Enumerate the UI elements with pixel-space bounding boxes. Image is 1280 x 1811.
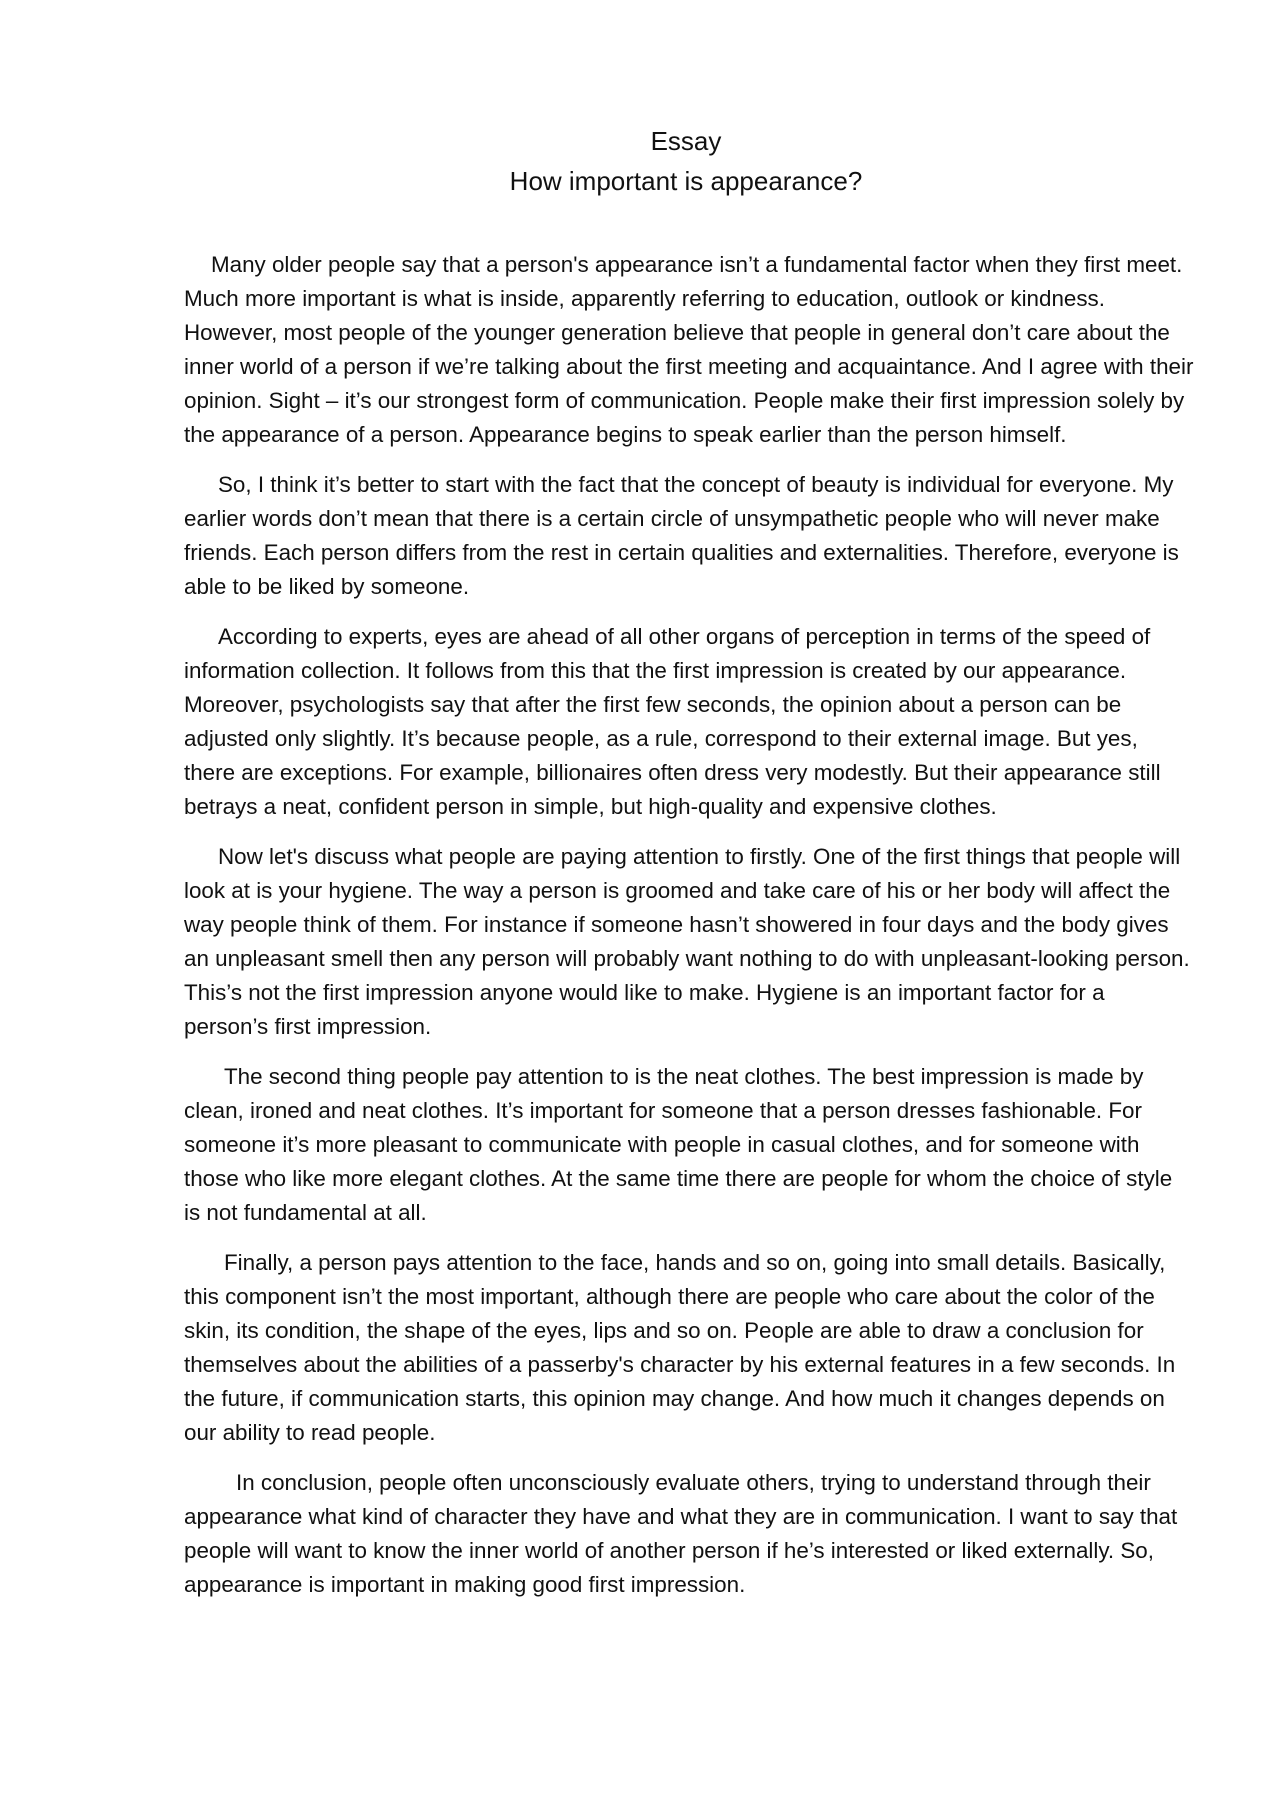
paragraph-1: Many older people say that a person's appearance isn’t a fundamental factor when they first meet. Much more important is what is inside, apparently referring to education, outlook or kindness. However, most people of the younger generation believe that people in general don’t care about the inner world of a person if we’re talking about the first meeting and acquaintance. And I agree with their opinion. Sight – it’s our strongest form of communication. People make their first impression solely by the appearance of a person. Appearance begins to speak earlier than the person himself. [184,252,1194,447]
paragraph-6: Finally, a person pays attention to the face, hands and so on, going into small details. Basically, this component isn’t the most important, although there are people who care about the color of the skin, its condition, the shape of the eyes, lips and so on. People are able to draw a conclusion for themselves about the abilities of a passerby's character by his external features in a few seconds. In the future, if communication starts, this opinion may change. And how much it changes depends on our ability to read people. [184,1250,1176,1445]
paragraph-7: In conclusion, people often unconsciously evaluate others, trying to understand through their appearance what kind of character they have and what they are in communication. I want to say that people will want to know the inner world of another person if he’s interested or liked externally. So, appearance is important in making good first impression. [184,1470,1178,1597]
essay-body [184,248,1194,1618]
document-subtitle: How important is appearance? [509,166,863,196]
paragraph-5: The second thing people pay attention to is the neat clothes. The best impression is made by clean, ironed and neat clothes. It’s important for someone that a person dresses fashionable. For someone it’s more pleasant to communicate with people in casual clothes, and for someone with those who like more elegant clothes. At the same time there are people for whom the choice of style is not fundamental at all. [184,1064,1173,1225]
paragraph-3: According to experts, eyes are ahead of all other organs of perception in terms of the speed of information collection. It follows from this that the first impression is created by our appearance. Moreover, psychologists say that after the first few seconds, the opinion about a person can be adjusted only slightly. It’s because people, as a rule, correspond to their external image. But yes, there are exceptions. For example, billionaires often dress very modestly. But their appearance still betrays a neat, confident person in simple, but high-quality and expensive clothes. [184,624,1161,819]
paragraph-2: So, I think it’s better to start with the fact that the concept of beauty is individual for everyone. My earlier words don’t mean that there is a certain circle of unsympathetic people who will never make friends. Each person differs from the rest in certain qualities and externalities. Therefore, everyone is able to be liked by someone. [184,472,1179,599]
paragraph-4: Now let's discuss what people are paying attention to firstly. One of the first things that people will look at is your hygiene. The way a person is groomed and take care of his or her body will affect the way people think of them. For instance if someone hasn’t showered in four days and the body gives an unpleasant smell then any person will probably want nothing to do with unpleasant-looking person. This’s not the first impression anyone would like to make. Hygiene is an important factor for a person’s first impression. [184,844,1190,1039]
title-block [0,121,1280,201]
document-title: Essay [650,126,722,156]
